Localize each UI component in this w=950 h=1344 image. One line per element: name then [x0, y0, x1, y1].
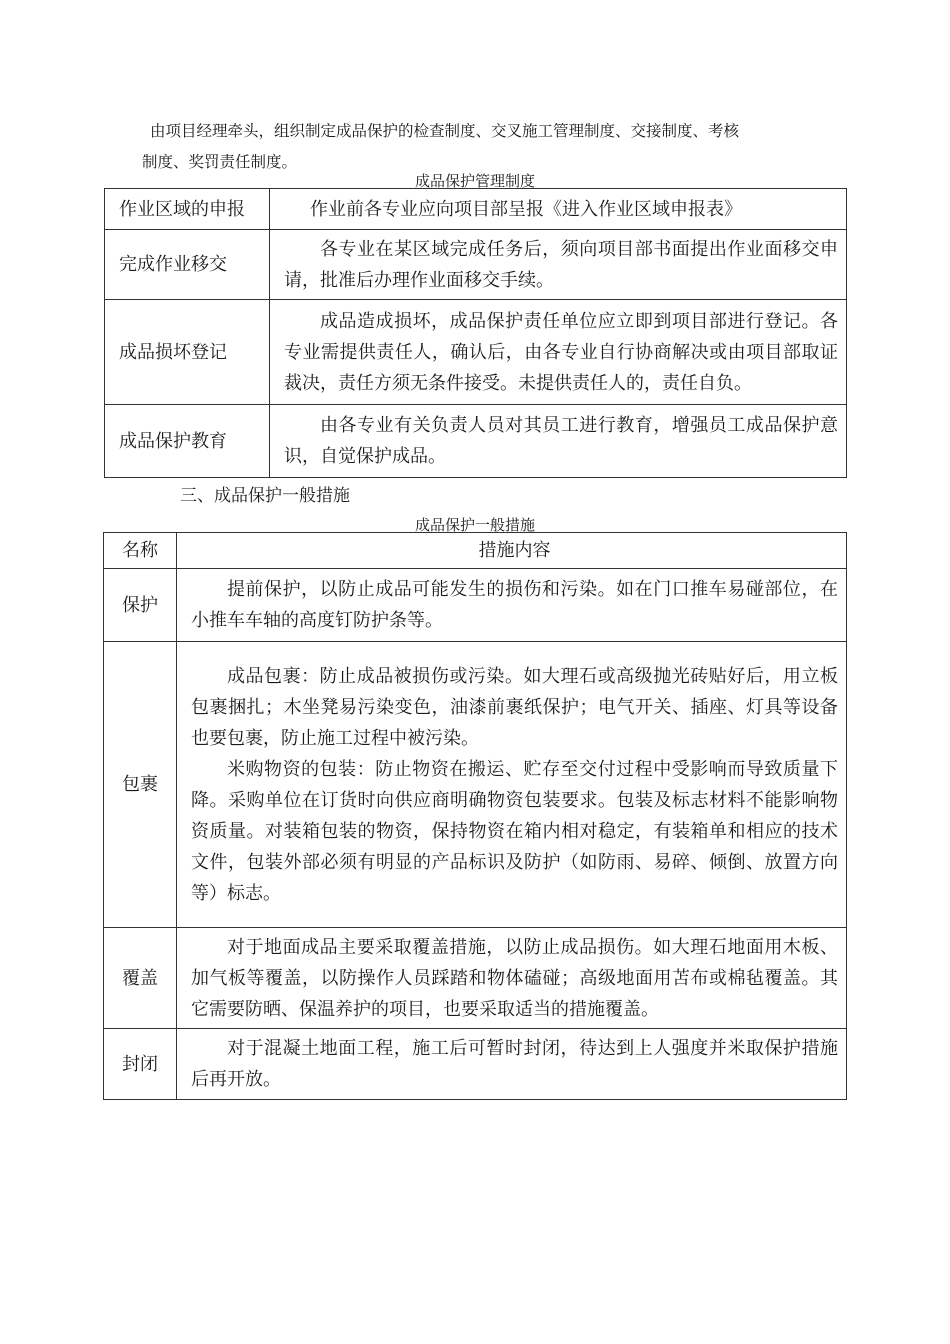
row-value: 对于混凝土地面工程，施工后可暂时封闭，待达到上人强度并米取保护措施后再开放。 — [191, 1038, 838, 1090]
row-key: 封闭 — [104, 1029, 177, 1100]
section-heading: 三、成品保护一般措施 — [180, 486, 350, 506]
table-row — [104, 1029, 847, 1100]
intro-line-2: 制度、奖罚责任制度。 — [142, 153, 298, 171]
row-key: 成品保护教育 — [105, 405, 270, 478]
row-value: 成品造成损坏，成品保护责任单位应立即到项目部进行登记。各专业需提供责任人，确认后，由各专业自行协商解决或由项目部取证裁决，责任方须无条件接受。未提供责任人的，责任自负。 — [284, 310, 838, 394]
row-value: 对于地面成品主要采取覆盖措施，以防止成品损伤。如大理石地面用木板、加气板等覆盖，以防操作人员踩踏和物体磕碰；高级地面用苫布或棉毡覆盖。其它需要防晒、保温养护的项目，也要采取适当的措施覆盖。 — [191, 936, 838, 1020]
row-key: 完成作业移交 — [105, 230, 270, 300]
table1-caption: 成品保护管理制度 — [414, 172, 535, 190]
general-measures-table — [103, 532, 847, 1100]
row-key: 包裹 — [104, 642, 177, 928]
row-value: 各专业在某区域完成任务后，须向项目部书面提出作业面移交申请，批准后办理作业面移交手续。 — [284, 238, 838, 291]
row-value: 成品包裹：防止成品被损伤或污染。如大理石或高级抛光砖贴好后，用立板包裹捆扎；木坐凳易污染变色，油漆前裹纸保护；电气开关、插座、灯具等设备也要包裹，防止施工过程中被污染。 — [191, 665, 838, 749]
row-value: 米购物资的包装：防止物资在搬运、贮存至交付过程中受影响而导致质量下降。采购单位在订货时向供应商明确物资包装要求。包装及标志材料不能影响物资质量。对装箱包装的物资，保持物资在箱内相对稳定，有装箱单和相应的技术文件，包装外部必须有明显的产品标识及防护（如防雨、易碎、倾倒、放置方向等）标志。 — [191, 758, 838, 904]
table-row — [105, 230, 847, 300]
row-value: 提前保护，以防止成品可能发生的损伤和污染。如在门口推车易碰部位，在小推车车轴的高度钉防护条等。 — [191, 579, 838, 631]
header-content: 措施内容 — [177, 533, 847, 569]
table-row — [104, 642, 847, 928]
row-key: 作业区域的申报 — [105, 189, 270, 230]
table-row — [105, 405, 847, 478]
management-system-table — [104, 188, 847, 478]
table-row — [105, 300, 847, 405]
row-key: 保护 — [104, 569, 177, 642]
table-header-row — [104, 533, 847, 569]
header-name: 名称 — [104, 533, 177, 569]
row-key: 覆盖 — [104, 928, 177, 1029]
intro-paragraph — [142, 116, 810, 178]
row-key: 成品损坏登记 — [105, 300, 270, 405]
table-row — [104, 569, 847, 642]
table2-caption: 成品保护一般措施 — [414, 516, 535, 534]
row-value: 作业前各专业应向项目部呈报《进入作业区域申报表》 — [270, 189, 847, 230]
intro-line-1: 由项目经理牵头，组织制定成品保护的检查制度、交叉施工管理制度、交接制度、考核 — [150, 122, 740, 140]
table-row — [105, 189, 847, 230]
row-value: 由各专业有关负责人员对其员工进行教育，增强员工成品保护意识，自觉保护成品。 — [284, 415, 838, 467]
table-row — [104, 928, 847, 1029]
